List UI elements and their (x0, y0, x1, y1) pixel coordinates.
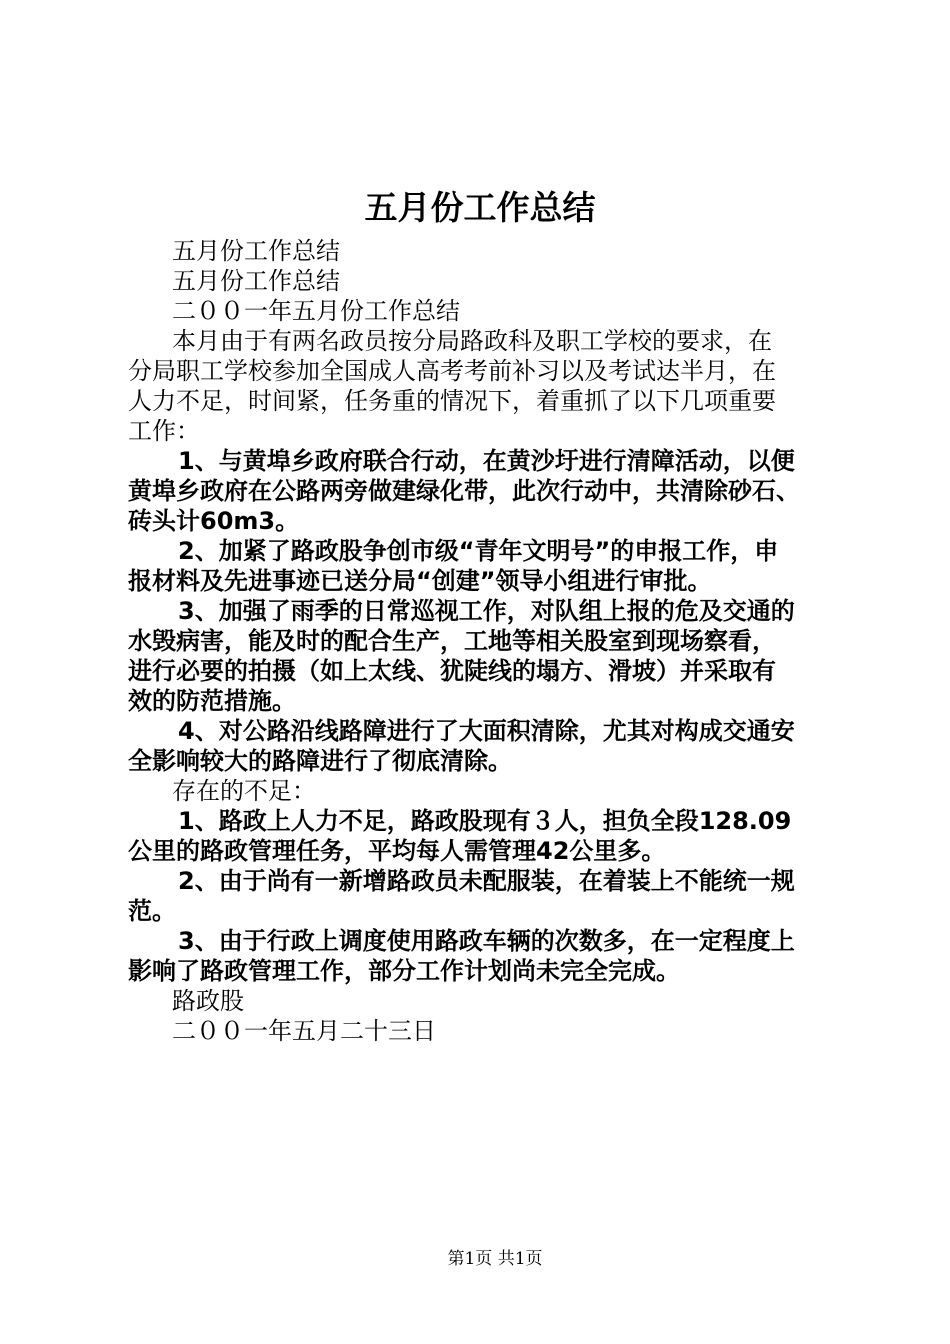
signature-department: 路政股 (172, 987, 244, 1015)
item-paragraph-line: 1、与黄埠乡政府联合行动，在黄沙圩进行清障活动，以便 (178, 447, 795, 475)
item-paragraph-line: 影响了路政管理工作，部分工作计划尚未完全完成。 (128, 957, 680, 985)
item-paragraph-line: 水毁病害，能及时的配合生产，工地等相关股室到现场察看， (128, 627, 776, 655)
subtitle-line: 五月份工作总结 (172, 237, 340, 265)
subtitle-line: 二００一年五月份工作总结 (172, 297, 460, 325)
item-paragraph-line: 3、由于行政上调度使用路政车辆的次数多，在一定程度上 (178, 927, 795, 955)
intro-paragraph-line: 工作： (128, 417, 200, 445)
intro-paragraph-line: 本月由于有两名政员按分局路政科及职工学校的要求，在 (172, 327, 772, 355)
item-paragraph-line: 公里的路政管理任务，平均每人需管理42公里多。 (128, 837, 666, 865)
document-body (128, 236, 843, 1046)
item-paragraph-line: 2、由于尚有一新增路政员未配服装，在着装上不能统一规 (178, 867, 795, 895)
item-paragraph-line: 1、路政上人力不足，路政股现有３人，担负全段128.09 (178, 807, 792, 835)
item-paragraph-line: 2、加紧了路政股争创市级“青年文明号”的申报工作，申 (178, 537, 779, 565)
intro-paragraph-line: 分局职工学校参加全国成人高考考前补习以及考试达半月，在 (128, 357, 776, 385)
item-paragraph-line: 4、对公路沿线路障进行了大面积清除，尤其对构成交通安 (178, 717, 795, 745)
signature-date: 二００一年五月二十三日 (172, 1017, 436, 1045)
item-paragraph-line: 进行必要的拍摄（如上太线、犹陡线的塌方、滑坡）并采取有 (128, 657, 776, 685)
item-paragraph-line: 效的防范措施。 (128, 687, 296, 715)
document-title: 五月份工作总结 (364, 188, 596, 227)
item-paragraph-line: 报材料及先进事迹已送分局“创建”领导小组进行审批。 (128, 567, 712, 595)
item-paragraph-line: 3、加强了雨季的日常巡视工作，对队组上报的危及交通的 (178, 597, 795, 625)
item-paragraph-line: 范。 (128, 897, 176, 925)
item-paragraph-line: 砖头计60m3。 (128, 507, 300, 535)
intro-paragraph-line: 人力不足，时间紧，任务重的情况下，着重抓了以下几项重要 (128, 387, 776, 415)
item-paragraph-line: 黄埠乡政府在公路两旁做建绿化带，此次行动中，共清除砂石、 (128, 477, 800, 505)
item-paragraph-line: 全影响较大的路障进行了彻底清除。 (128, 747, 512, 775)
subtitle-line: 五月份工作总结 (172, 267, 340, 295)
page-footer: 第1页 共1页 (447, 1249, 543, 1269)
section-heading: 存在的不足： (172, 777, 316, 805)
